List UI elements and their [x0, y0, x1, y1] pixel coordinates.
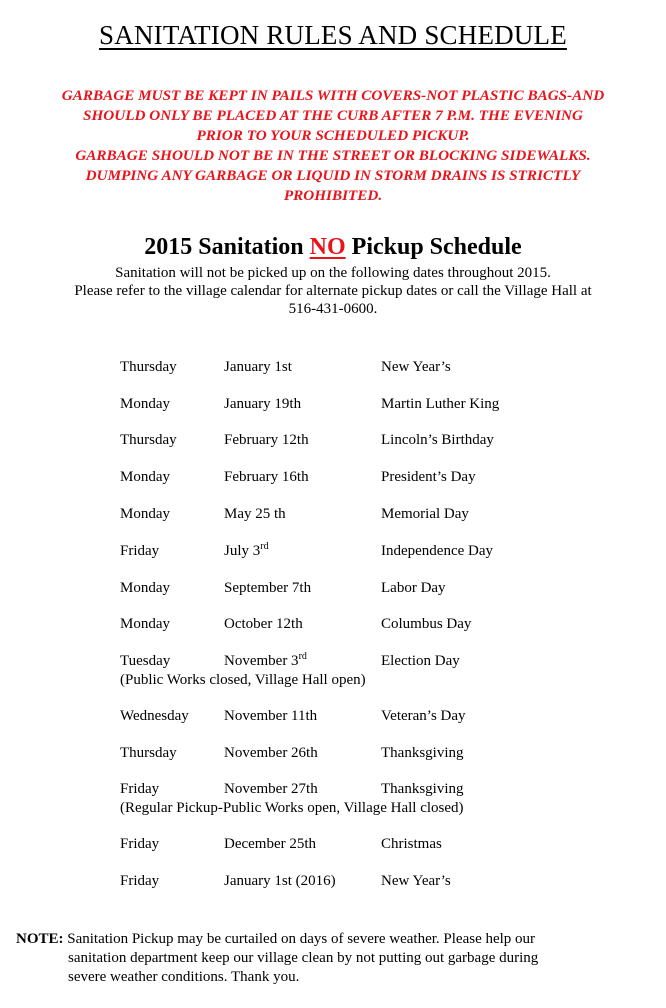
schedule-date-text: November 27th	[224, 781, 318, 797]
schedule-day: Monday	[120, 396, 170, 412]
schedule-row	[0, 467, 666, 487]
schedule-date-text: September 7th	[224, 580, 312, 596]
schedule-date	[224, 430, 309, 450]
schedule-date-text: November 11th	[224, 708, 318, 724]
schedule-holiday: Columbus Day	[381, 616, 472, 632]
schedule-holiday: Christmas	[381, 836, 442, 852]
schedule-date-text: February 16th	[224, 469, 309, 485]
schedule-holiday: Independence Day	[381, 543, 494, 559]
schedule-heading	[0, 234, 666, 261]
warning-line: DUMPING ANY GARBAGE OR LIQUID IN STORM DRAINS IS STRICTLY	[85, 167, 581, 184]
schedule-day: Thursday	[120, 745, 177, 761]
schedule-day: Wednesday	[120, 708, 189, 724]
schedule-date	[224, 706, 317, 726]
schedule-date	[224, 871, 336, 891]
schedule-holiday: Thanksgiving	[381, 745, 464, 761]
schedule-date-suffix: rd	[298, 651, 307, 662]
schedule-row	[0, 504, 666, 524]
schedule-row	[0, 651, 666, 671]
schedule-date	[224, 467, 309, 487]
note-line: Sanitation Pickup may be curtailed on days of severe weather. Please help our	[67, 931, 536, 947]
schedule-row	[0, 743, 666, 763]
schedule-holiday: Veteran’s Day	[381, 708, 466, 724]
schedule-date-suffix: rd	[260, 541, 269, 552]
garbage-warning	[10, 86, 656, 206]
schedule-row	[0, 541, 666, 561]
warning-line: SHOULD ONLY BE PLACED AT THE CURB AFTER 7 P.M. THE EVENING	[83, 107, 583, 124]
page-title: SANITATION RULES AND SCHEDULE	[99, 20, 567, 50]
schedule-date-text: October 12th	[224, 616, 303, 632]
schedule-row	[0, 394, 666, 414]
note-line: sanitation department keep our village clean by not putting out garbage during	[68, 950, 539, 966]
schedule-day: Thursday	[120, 432, 177, 448]
schedule-row-note: (Public Works closed, Village Hall open)	[120, 672, 366, 688]
schedule-holiday: New Year’s	[381, 873, 451, 889]
schedule-date-text: May 25 th	[224, 506, 286, 522]
schedule-intro	[20, 264, 646, 318]
schedule-holiday: Memorial Day	[381, 506, 469, 522]
schedule-date	[224, 651, 307, 671]
schedule-holiday: New Year’s	[381, 359, 451, 375]
schedule-date-text: November 26th	[224, 745, 318, 761]
warning-line: GARBAGE MUST BE KEPT IN PAILS WITH COVERS-NOT PLASTIC BAGS-AND	[61, 87, 605, 104]
schedule-date-text: January 1st (2016)	[224, 873, 336, 889]
intro-line: Sanitation will not be picked up on the following dates throughout 2015.	[115, 265, 551, 281]
schedule-heading-start: 2015 Sanitation	[144, 234, 310, 260]
schedule-holiday: Labor Day	[381, 580, 446, 596]
schedule-date	[224, 541, 269, 561]
schedule-date	[224, 834, 316, 854]
schedule-row	[0, 614, 666, 634]
warning-line: PROHIBITED.	[283, 187, 383, 204]
schedule-day: Monday	[120, 580, 170, 596]
schedule-date-text: January 19th	[224, 396, 302, 412]
intro-line: 516-431-0600.	[288, 301, 378, 317]
warning-line: GARBAGE SHOULD NOT BE IN THE STREET OR BLOCKING SIDEWALKS.	[75, 147, 591, 164]
schedule-day: Monday	[120, 616, 170, 632]
schedule-holiday: Thanksgiving	[381, 781, 464, 797]
schedule-holiday: President’s Day	[381, 469, 476, 485]
intro-line: Please refer to the village calendar for alternate pickup dates or call the Village Hall at	[74, 283, 592, 299]
schedule-row-note: (Regular Pickup-Public Works open, Village Hall closed)	[120, 800, 464, 816]
schedule-date-text: January 1st	[224, 359, 292, 375]
schedule-day: Friday	[120, 543, 160, 559]
schedule-date	[224, 743, 318, 763]
schedule-date-text: February 12th	[224, 432, 309, 448]
schedule-row	[0, 779, 666, 799]
schedule-day: Friday	[120, 836, 160, 852]
schedule-row	[0, 578, 666, 598]
note-label: NOTE:	[16, 931, 64, 947]
schedule-heading-emphasis: NO	[309, 234, 346, 260]
schedule-date	[224, 357, 292, 377]
schedule-row	[0, 357, 666, 377]
schedule-date	[224, 614, 303, 634]
schedule-date	[224, 779, 318, 799]
schedule-row	[0, 834, 666, 854]
schedule-date-text: July 3	[224, 543, 261, 559]
schedule-holiday: Election Day	[381, 653, 460, 669]
schedule-row	[0, 706, 666, 726]
schedule-date	[224, 394, 301, 414]
note-line: severe weather conditions. Thank you.	[68, 969, 300, 985]
schedule-holiday: Martin Luther King	[381, 396, 500, 412]
schedule-date	[224, 504, 286, 524]
schedule-day: Monday	[120, 469, 170, 485]
weather-note	[16, 930, 656, 987]
schedule-date-text: November 3	[224, 653, 299, 669]
schedule-heading-end: Pickup Schedule	[345, 234, 522, 260]
schedule-holiday: Lincoln’s Birthday	[381, 432, 494, 448]
schedule-day: Friday	[120, 873, 160, 889]
schedule-day: Friday	[120, 781, 160, 797]
warning-line: PRIOR TO YOUR SCHEDULED PICKUP.	[196, 127, 470, 144]
schedule-date-text: December 25th	[224, 836, 317, 852]
schedule-day: Tuesday	[120, 653, 171, 669]
schedule-day: Monday	[120, 506, 170, 522]
schedule-day: Thursday	[120, 359, 177, 375]
schedule-date	[224, 578, 311, 598]
schedule-row	[0, 871, 666, 891]
schedule-row	[0, 430, 666, 450]
